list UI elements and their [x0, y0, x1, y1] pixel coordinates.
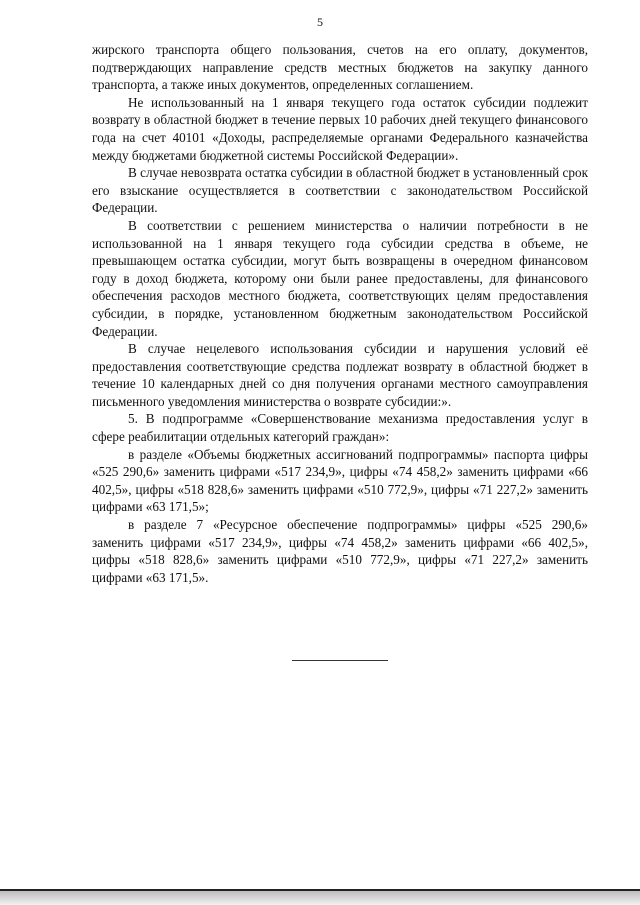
document-body — [92, 41, 588, 586]
paragraph-ministry-decision: В соответствии с решением министерства о наличии потребности в не использованной на 1 января текущего года субсидии средства в объеме, не превышающем остатка субсидии, могут быть возвращены в очередном финансовом году в доход бюджета, которому они были ранее предоставлены, для финансового обеспечения расходов местного бюджета, соответствующих целям предоставления субсидии, в порядке, установленном бюджетным законодательством Российской Федерации. — [92, 217, 588, 339]
paragraph-misuse-return: В случае нецелевого использования субсидии и нарушения условий её предоставления соответствующие средства подлежат возврату в областной бюджет в течение 10 календарных дней со дня получения органами местного самоуправления письменного уведомления министерства о возврате субсидии:». — [92, 341, 588, 409]
paragraph-continuation: жирского транспорта общего пользования, счетов на его оплату, документов, подтверждающих направление средств местных бюджетов на закупку данного транспорта, а также иных документов, определенных соглашением. — [92, 42, 588, 93]
paragraph-item-5: 5. В подпрограмме «Совершенствование механизма предоставления услуг в сфере реабилитации отдельных категорий граждан»: — [92, 411, 588, 445]
paragraph-passport-amendments: в разделе «Объемы бюджетных ассигнований подпрограммы» паспорта цифры «525 290,6» заменить цифрами «517 234,9», цифры «74 458,2» заменить цифрами «66 402,5», цифры «518 828,6» заменить цифрами «510 772,9», цифры «71 227,2» заменить цифрами «63 171,5»; — [92, 446, 588, 515]
end-separator-line — [292, 660, 388, 661]
scan-bottom-shadow — [0, 891, 640, 905]
paragraph-section-7-amendments: в разделе 7 «Ресурсное обеспечение подпрограммы» цифры «525 290,6» заменить цифрами «517 234,9», цифры «74 458,2» заменить цифрами «66 402,5», цифры «518 828,6» заменить цифрами «510 772,9», цифры «71 227,2» заменить цифрами «63 171,5». — [92, 517, 588, 585]
paragraph-unused-balance-return: Не использованный на 1 января текущего года остаток субсидии подлежит возврату в областной бюджет в течение первых 10 рабочих дней текущего финансового года на счет 40101 «Доходы, распределяемые органами Федерального казначейства между бюджетами бюджетной системы Российской Федерации». — [92, 94, 588, 163]
paragraph-non-return-recovery: В случае невозврата остатка субсидии в областной бюджет в установленный срок его взыскание осуществляется в соответствии с законодательством Российской Федерации. — [92, 165, 588, 216]
page-number: 5 — [317, 15, 323, 29]
